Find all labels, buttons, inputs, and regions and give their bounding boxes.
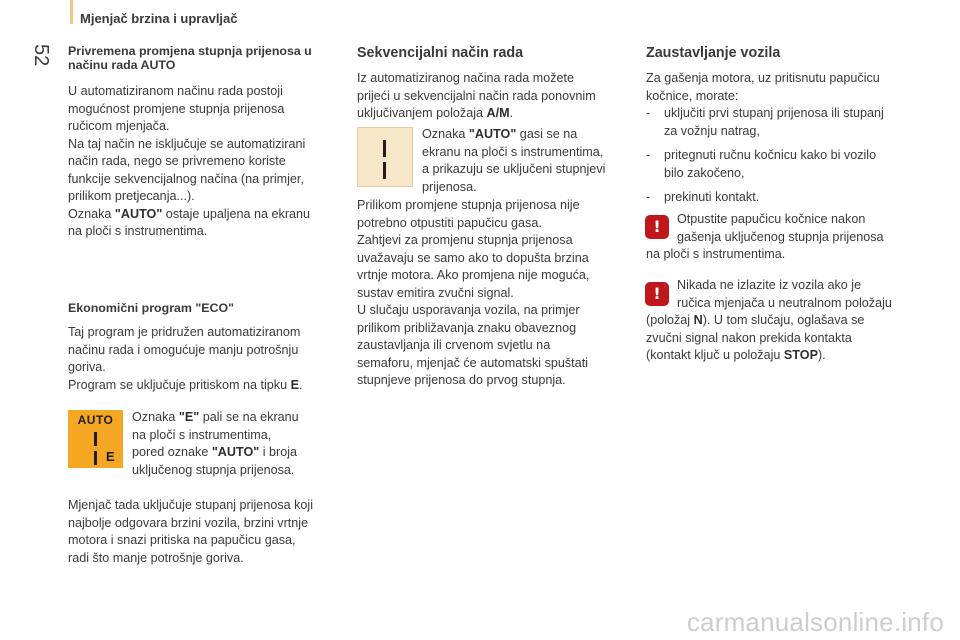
section-title-stopping: Zaustavljanje vozila bbox=[646, 45, 781, 61]
left-column bbox=[68, 44, 340, 241]
auto-eco-indicator-icon: AUTO E bbox=[68, 410, 123, 468]
left-eco-section bbox=[68, 301, 340, 394]
paragraph-sequential-details: Prilikom promjene stupnja prijenosa nije potrebno otpustiti papučicu gasa. Zahtjevi za promjenu stupnja prijenosa uvažavaju se samo ako to dopušta brzina vrtnje motora. Ako promjena nije moguća, sustav emitira zvučni signal. U slučaju usporavanja vozila, na primjer prilikom približavanja znaku obaveznog zaustavljanja ili crvenom svjetlu na semaforu, mjenjač će automatski spuštati stupnjeve prijenosa do prvog stupnja. bbox=[357, 198, 590, 387]
page-number: 52 bbox=[30, 44, 52, 67]
subsection-title-temporary-change: Privremena promjena stupnja prijenosa u načinu rada AUTO bbox=[68, 44, 312, 72]
gear-icon-description: Oznaka "AUTO" gasi se na ekranu na ploči s instrumentima, a prikazuju se uključeni stupnjevi prijenosa. bbox=[422, 127, 606, 194]
list-item: - prekinuti kontakt. bbox=[646, 190, 760, 204]
eco-icon-description: Oznaka "E" pali se na ekranu na ploči s instrumentima, pored oznake "AUTO" i broja uključenog stupnja prijenosa. bbox=[132, 410, 299, 477]
gear-bar-bottom-icon bbox=[94, 451, 97, 465]
middle-column bbox=[357, 44, 637, 123]
list-item: - pritegnuti ručnu kočnicu kako bi vozilo bilo zakočeno, bbox=[646, 148, 877, 180]
watermark: carmanualsonline.info bbox=[686, 607, 944, 637]
paragraph-eco-result: Mjenjač tada uključuje stupanj prijenosa koji najbolje odgovara brzini vozila, brzini vrtnje motora i snazi pritiska na papučicu gasa, radi što manje potrošnje goriva. bbox=[68, 498, 314, 565]
paragraph-stopping-intro: Za gašenja motora, uz pritisnutu papučicu kočnice, morate: bbox=[646, 71, 880, 103]
paragraph-sequential-intro: Iz automatiziranog načina rada možete prijeći u sekvencijalni način rada ponovnim uključivanjem položaja A/M. bbox=[357, 71, 596, 120]
gear-bar-top-icon bbox=[94, 432, 97, 446]
header-accent-bar bbox=[70, 0, 73, 24]
subsection-title-eco: Ekonomični program "ECO" bbox=[68, 301, 234, 315]
paragraph-eco: Taj program je pridružen automatiziranom načinu rada i omogućuje manju potrošnju goriva. Program se uključuje pritiskom na tipku E. bbox=[68, 325, 303, 392]
section-title-sequential: Sekvencijalni način rada bbox=[357, 45, 524, 61]
warning-note-neutral: Nikada ne izlazite iz vozila ako je ručica mjenjača u neutralnom položaju (položaj N). U tom slučaju, oglašava se zvučni signal nakon prekida kontakta (kontakt ključ u položaju STOP). bbox=[646, 278, 892, 362]
gear-bar-top-icon bbox=[383, 140, 386, 157]
warning-icon: ! bbox=[645, 215, 669, 239]
gear-indicator-icon bbox=[357, 127, 413, 187]
paragraph-auto-manual: U automatiziranom načinu rada postoji mogućnost promjene stupnja prijenosa ručicom mjenjača. Na taj način ne isključuje se automatizirani način rada, nego se privremeno koriste funkcije sekvencijalnog načina (na primjer, prilikom pretjecanja...). Oznaka "AUTO" ostaje upaljena na ekranu na ploči s instrumentima. bbox=[68, 84, 311, 238]
list-item: - uključiti prvi stupanj prijenosa ili stupanj za vožnju natrag, bbox=[646, 106, 884, 138]
gear-bar-bottom-icon bbox=[383, 162, 386, 179]
page-header-title: Mjenjač brzina i upravljač bbox=[80, 11, 238, 26]
warning-note-brake: Otpustite papučicu kočnice nakon gašenja uključenog stupnja prijenosa na ploči s instrumentima. bbox=[646, 212, 884, 261]
warning-icon: ! bbox=[645, 282, 669, 306]
right-column bbox=[646, 44, 916, 207]
